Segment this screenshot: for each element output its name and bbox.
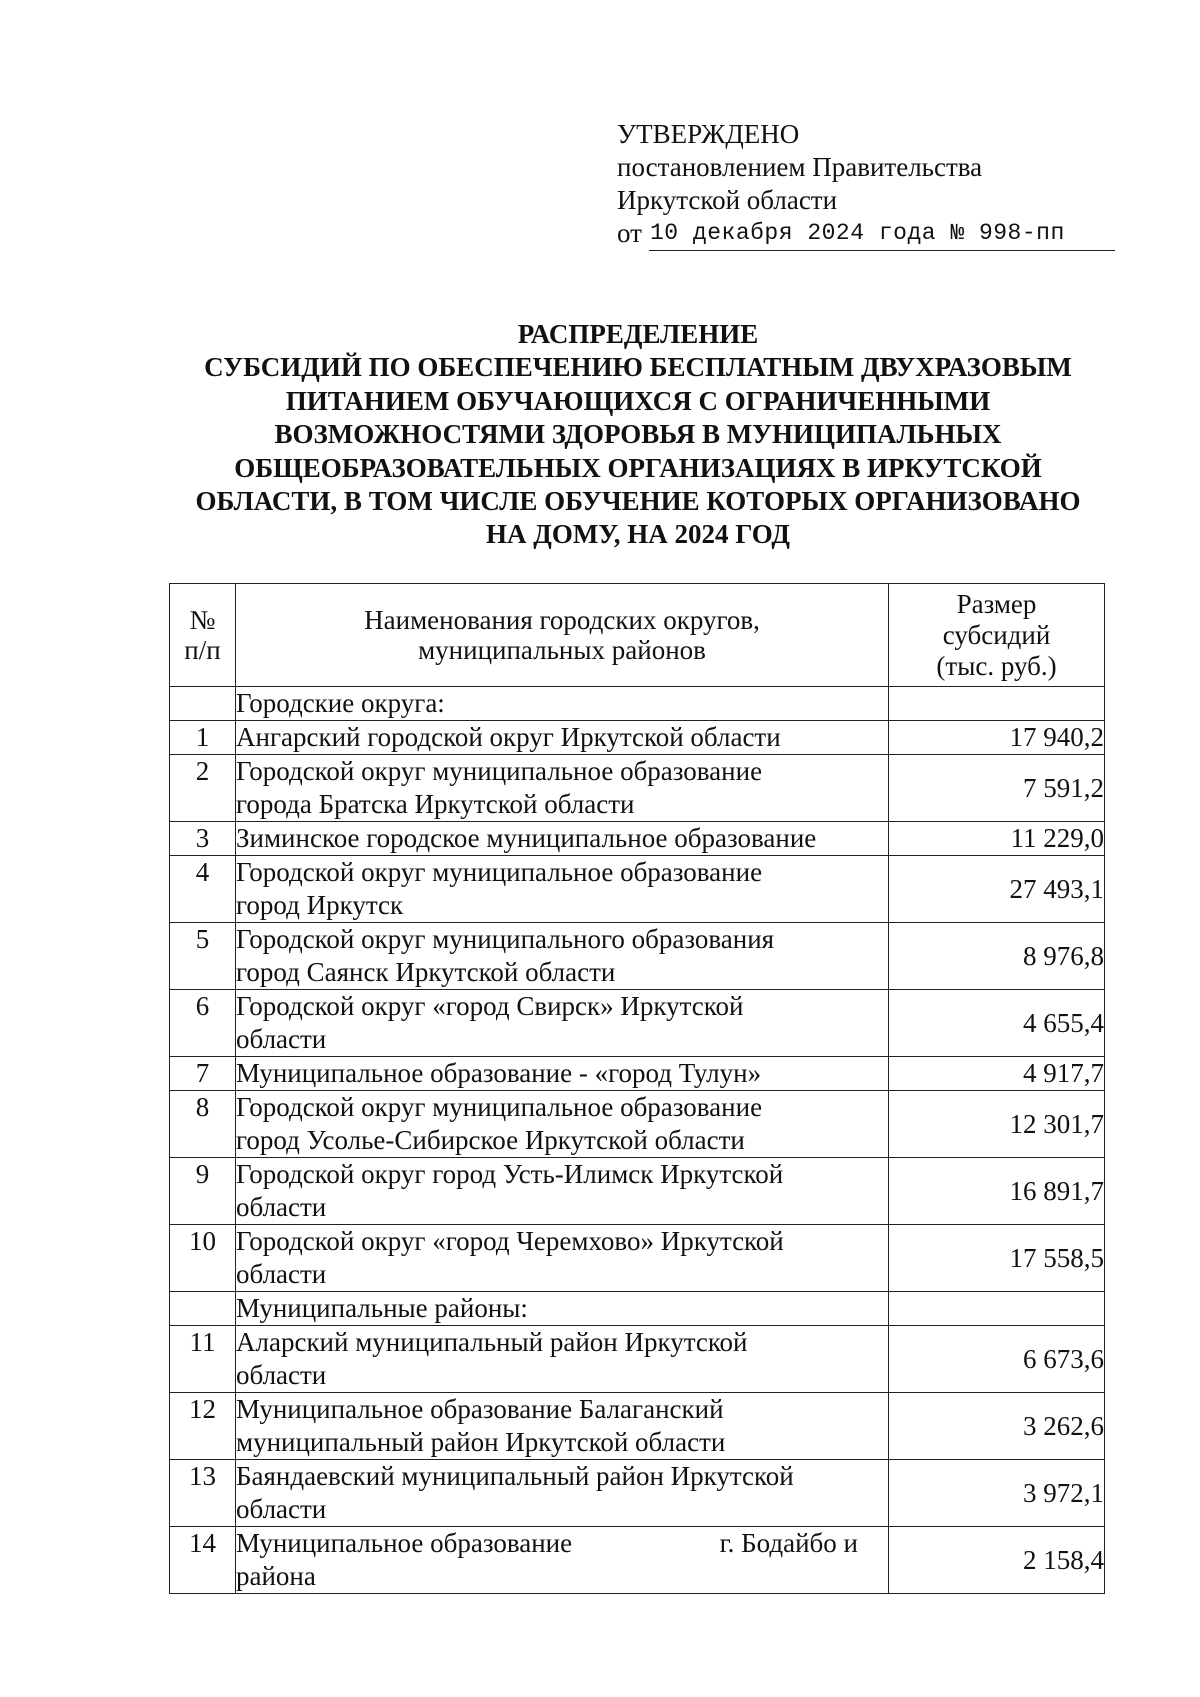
heading-line: ПИТАНИЕМ ОБУЧАЮЩИХСЯ С ОГРАНИЧЕННЫМИ — [285, 385, 991, 416]
section-amount-cell — [889, 1292, 1105, 1326]
heading-line: ВОЗМОЖНОСТЯМИ ЗДОРОВЬЯ В МУНИЦИПАЛЬНЫХ — [274, 419, 1002, 450]
header-amount-line: субсидий — [942, 619, 1051, 650]
row-number: 14 — [170, 1527, 236, 1594]
row-name-line: области — [236, 1259, 327, 1289]
table-header-row — [170, 584, 1105, 687]
table-row — [170, 923, 1105, 990]
heading-line: СУБСИДИЙ ПО ОБЕСПЕЧЕНИЮ БЕСПЛАТНЫМ ДВУХРАЗОВЫМ — [204, 352, 1072, 383]
row-number: 8 — [170, 1091, 236, 1158]
table-row — [170, 990, 1105, 1057]
approval-stamp — [617, 118, 1117, 253]
row-name-line: города Братска Иркутской области — [236, 789, 635, 819]
row-amount: 11 229,0 — [889, 822, 1105, 856]
row-amount: 2 158,4 — [889, 1527, 1105, 1594]
row-amount: 4 655,4 — [889, 990, 1105, 1057]
table-row — [170, 1225, 1105, 1292]
row-name — [236, 1393, 889, 1460]
heading-line: РАСПРЕДЕЛЕНИЕ — [517, 319, 759, 349]
table-row — [170, 1091, 1105, 1158]
row-name-line: Городской округ «город Черемхово» Иркутской — [236, 1226, 784, 1256]
row-amount: 17 558,5 — [889, 1225, 1105, 1292]
row-name-line: город Усолье-Сибирское Иркутской области — [236, 1125, 745, 1155]
section-num-cell — [170, 687, 236, 721]
heading-line: ОБЛАСТИ, В ТОМ ЧИСЛЕ ОБУЧЕНИЕ КОТОРЫХ ОРГАНИЗОВАНО — [195, 486, 1081, 517]
header-num-line: п/п — [184, 635, 221, 665]
header-num — [170, 584, 236, 687]
row-number: 4 — [170, 856, 236, 923]
row-name — [236, 721, 889, 755]
table-row — [170, 1460, 1105, 1527]
row-name — [236, 1091, 889, 1158]
row-name — [236, 1225, 889, 1292]
row-number: 3 — [170, 822, 236, 856]
row-name — [236, 1057, 889, 1091]
row-name-line: Городской округ муниципального образования — [236, 924, 775, 954]
row-number: 7 — [170, 1057, 236, 1091]
approval-date: 10 декабря 2024 года № 998-пп — [650, 220, 1065, 246]
row-name-line: области — [236, 1360, 327, 1390]
row-number: 2 — [170, 755, 236, 822]
row-name-line: Баяндаевский муниципальный район Иркутской — [236, 1461, 794, 1491]
approval-line-2: Иркутской области — [617, 185, 838, 215]
section-row — [170, 687, 1105, 721]
table-row — [170, 822, 1105, 856]
row-amount: 3 262,6 — [889, 1393, 1105, 1460]
approval-date-prefix: от — [617, 218, 642, 248]
row-number: 10 — [170, 1225, 236, 1292]
header-name — [236, 584, 889, 687]
header-num-line: № — [189, 605, 216, 635]
table-row — [170, 1326, 1105, 1393]
row-name-line: области — [236, 1024, 327, 1054]
row-name — [236, 755, 889, 822]
row-name — [236, 923, 889, 990]
row-name-line: Зиминское городское муниципальное образование — [236, 823, 817, 853]
approval-title: УТВЕРЖДЕНО — [617, 119, 800, 149]
subsidies-table — [169, 583, 1105, 1594]
header-amount-line: (тыс. руб.) — [936, 650, 1057, 681]
header-amount-line: Размер — [956, 588, 1037, 619]
row-name-line: Аларский муниципальный район Иркутской — [236, 1327, 748, 1357]
row-name — [236, 822, 889, 856]
row-number: 11 — [170, 1326, 236, 1393]
row-name-line — [236, 1527, 888, 1560]
row-name-line: Городской округ город Усть-Илимск Иркутской — [236, 1159, 784, 1189]
row-amount: 7 591,2 — [889, 755, 1105, 822]
table-row — [170, 1527, 1105, 1594]
row-name-line: Городской округ «город Свирск» Иркутской — [236, 991, 744, 1021]
row-name-line: Городской округ муниципальное образование — [236, 1092, 763, 1122]
row-name — [236, 1527, 889, 1594]
approval-date-underline — [649, 250, 1115, 251]
approval-line-1: постановлением Правительства — [617, 152, 983, 182]
table-row — [170, 1393, 1105, 1460]
header-name-line: муниципальных районов — [418, 635, 706, 665]
row-name-line: Муниципальное образование - «город Тулун» — [236, 1058, 762, 1088]
row-number: 1 — [170, 721, 236, 755]
heading-line: НА ДОМУ, НА 2024 ГОД — [486, 519, 790, 550]
table-row — [170, 1158, 1105, 1225]
header-name-line: Наименования городских округов, — [364, 605, 760, 635]
row-name-line: области — [236, 1192, 327, 1222]
approval-date-row — [617, 217, 1117, 253]
row-amount: 27 493,1 — [889, 856, 1105, 923]
row-name-line: муниципальный район Иркутской области — [236, 1427, 726, 1457]
row-amount: 4 917,7 — [889, 1057, 1105, 1091]
row-number: 9 — [170, 1158, 236, 1225]
table-row — [170, 1057, 1105, 1091]
row-name — [236, 1326, 889, 1393]
row-name — [236, 1158, 889, 1225]
row-number: 6 — [170, 990, 236, 1057]
row-name-line: Городской округ муниципальное образование — [236, 756, 763, 786]
row-name-part: Муниципальное образование — [236, 1528, 573, 1558]
row-name — [236, 1460, 889, 1527]
table-row — [170, 721, 1105, 755]
row-number: 12 — [170, 1393, 236, 1460]
heading-line: ОБЩЕОБРАЗОВАТЕЛЬНЫХ ОРГАНИЗАЦИЯХ В ИРКУТСКОЙ — [234, 452, 1042, 483]
table-row — [170, 755, 1105, 822]
row-amount: 3 972,1 — [889, 1460, 1105, 1527]
row-amount: 6 673,6 — [889, 1326, 1105, 1393]
document-heading — [150, 318, 1126, 552]
table-row — [170, 856, 1105, 923]
row-name-line: город Саянск Иркутской области — [236, 957, 616, 987]
section-num-cell — [170, 1292, 236, 1326]
row-name-line: Городской округ муниципальное образование — [236, 857, 763, 887]
row-amount: 8 976,8 — [889, 923, 1105, 990]
section-row — [170, 1292, 1105, 1326]
row-name-part: г. Бодайбо и — [719, 1528, 858, 1558]
row-number: 5 — [170, 923, 236, 990]
row-name-line: Ангарский городской округ Иркутской области — [236, 722, 781, 752]
row-name-line: области — [236, 1494, 327, 1524]
section-amount-cell — [889, 687, 1105, 721]
row-name-line: Муниципальное образование Балаганский — [236, 1394, 724, 1424]
row-name-line: город Иркутск — [236, 890, 404, 920]
row-number: 13 — [170, 1460, 236, 1527]
row-amount: 17 940,2 — [889, 721, 1105, 755]
row-amount: 16 891,7 — [889, 1158, 1105, 1225]
row-name-line: района — [236, 1561, 316, 1591]
header-amount — [889, 584, 1105, 687]
section-label: Муниципальные районы: — [236, 1292, 889, 1326]
table-body — [170, 584, 1105, 1594]
row-amount: 12 301,7 — [889, 1091, 1105, 1158]
row-name — [236, 990, 889, 1057]
section-label: Городские округа: — [236, 687, 889, 721]
row-name — [236, 856, 889, 923]
